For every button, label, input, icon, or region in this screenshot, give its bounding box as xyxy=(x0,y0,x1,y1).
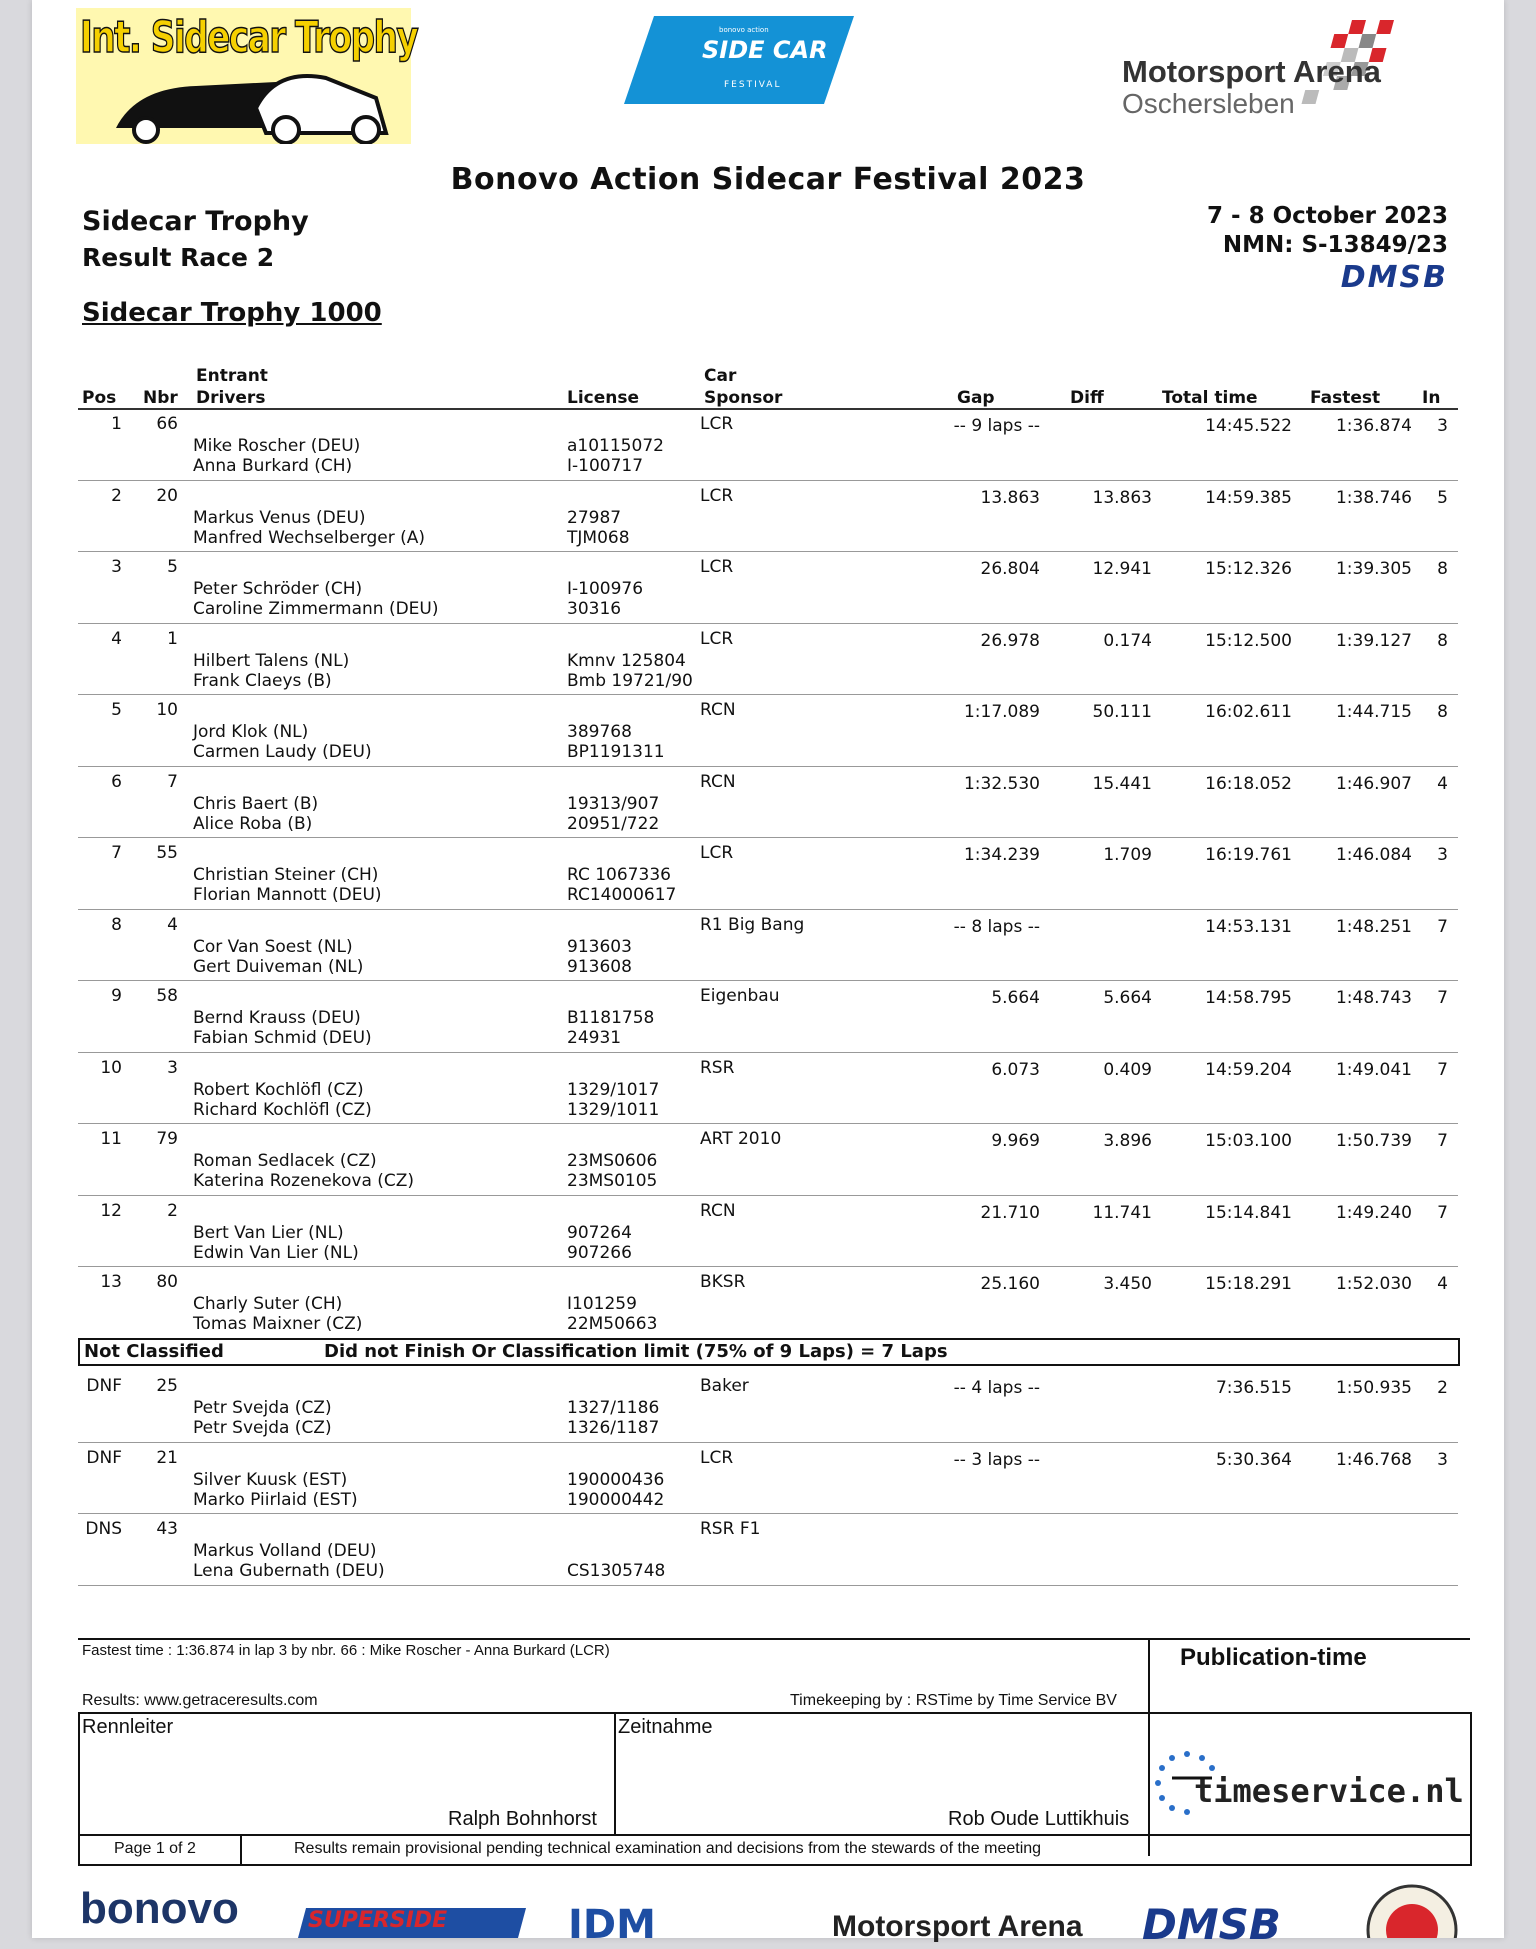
cell-car: LCR xyxy=(700,485,734,506)
cell-in: 7 xyxy=(1437,916,1448,937)
cell-nbr: 66 xyxy=(156,414,178,434)
cell-diff: 13.863 xyxy=(1092,487,1152,508)
cell-l2: CS1305748 xyxy=(567,1561,666,1581)
col-nbr: Nbr xyxy=(143,388,178,408)
row-divider xyxy=(78,837,1458,838)
session-name: Result Race 2 xyxy=(82,243,275,272)
cell-total: 14:53.131 xyxy=(1205,916,1292,937)
cell-fastest: 1:39.305 xyxy=(1335,559,1412,579)
cell-gap: 1:34.239 xyxy=(963,845,1040,865)
cell-fastest: 1:46.907 xyxy=(1335,773,1412,794)
cell-pos: DNF xyxy=(86,1447,122,1468)
cell-l1: 190000436 xyxy=(567,1469,665,1490)
cell-in: 7 xyxy=(1437,988,1448,1008)
row-divider xyxy=(78,551,1458,552)
sponsor-bonovo: bonovo xyxy=(80,1884,239,1933)
sponsor-dmsb: DMSB xyxy=(1142,1900,1281,1949)
cell-nbr: 80 xyxy=(156,1272,178,1292)
cell-l2: 907266 xyxy=(567,1242,632,1263)
cell-nbr: 55 xyxy=(156,843,178,863)
row-divider xyxy=(78,480,1458,481)
cell-fastest: 1:44.715 xyxy=(1335,702,1412,722)
cell-d2: Florian Mannott (DEU) xyxy=(193,885,382,905)
cell-total: 15:12.326 xyxy=(1205,559,1292,579)
cell-car: ART 2010 xyxy=(700,1129,782,1149)
cell-in: 4 xyxy=(1437,1274,1448,1294)
cell-in: 7 xyxy=(1437,1059,1448,1080)
cell-pos: 4 xyxy=(111,628,122,649)
cell-total: 14:59.204 xyxy=(1205,1059,1292,1080)
festival-logo-sub: FESTIVAL xyxy=(724,80,782,90)
cell-l2: 24931 xyxy=(567,1028,622,1048)
cell-pos: 13 xyxy=(100,1272,122,1292)
cell-d1: Bernd Krauss (DEU) xyxy=(193,1008,361,1028)
sponsor-strip xyxy=(72,1880,1472,1949)
series-name: Sidecar Trophy xyxy=(82,206,309,237)
page-number: Page 1 of 2 xyxy=(114,1840,196,1857)
cell-fastest: 1:46.768 xyxy=(1335,1449,1412,1470)
cell-d2: Alice Roba (B) xyxy=(193,813,313,834)
cell-l2: 190000442 xyxy=(567,1489,665,1510)
cell-car: RSR F1 xyxy=(700,1519,761,1539)
cell-d1: Markus Volland (DEU) xyxy=(193,1541,377,1561)
cell-nbr: 10 xyxy=(156,700,178,720)
row-divider xyxy=(78,1052,1458,1053)
cell-diff: 50.111 xyxy=(1092,702,1152,722)
cell-car: LCR xyxy=(700,414,734,434)
row-divider xyxy=(78,1123,1458,1124)
row-divider xyxy=(78,694,1458,695)
col-drivers: Drivers xyxy=(196,388,266,408)
cell-d2: Richard Kochlöfl (CZ) xyxy=(193,1099,372,1120)
cell-nbr: 3 xyxy=(167,1057,178,1078)
col-sponsor: Sponsor xyxy=(704,388,783,408)
cell-l1: RC 1067336 xyxy=(567,865,671,885)
cell-d2: Edwin Van Lier (NL) xyxy=(193,1242,359,1263)
int-sidecar-trophy-logo xyxy=(76,8,418,144)
cell-gap: 1:17.089 xyxy=(963,702,1040,722)
cell-nbr: 58 xyxy=(156,986,178,1006)
cell-l2: 20951/722 xyxy=(567,813,660,834)
logo-text: Int. Sidecar Trophy xyxy=(80,12,418,63)
cell-l2: I-100717 xyxy=(567,456,644,476)
cell-pos: 10 xyxy=(100,1057,122,1078)
cell-gap: 25.160 xyxy=(980,1274,1040,1294)
cell-diff: 1.709 xyxy=(1103,845,1152,865)
cell-l2: 1326/1187 xyxy=(567,1418,660,1438)
row-divider xyxy=(78,980,1458,981)
cell-l2: 1329/1011 xyxy=(567,1099,660,1120)
cell-nbr: 5 xyxy=(167,557,178,577)
event-info xyxy=(1207,202,1448,260)
cell-car: LCR xyxy=(700,628,734,649)
cell-l2: Bmb 19721/90 xyxy=(567,670,693,691)
cell-pos: 12 xyxy=(100,1200,122,1221)
cell-pos: DNF xyxy=(86,1376,122,1396)
cell-l2: BP1191311 xyxy=(567,742,665,762)
cell-in: 3 xyxy=(1437,845,1448,865)
cell-gap: 6.073 xyxy=(991,1059,1040,1080)
cell-d1: Charly Suter (CH) xyxy=(193,1294,343,1314)
cell-nbr: 21 xyxy=(156,1447,178,1468)
cell-gap: -- 9 laps -- xyxy=(953,416,1040,436)
cell-d2: Katerina Rozenekova (CZ) xyxy=(193,1171,415,1191)
cell-fastest: 1:39.127 xyxy=(1335,630,1412,651)
row-divider xyxy=(78,1195,1458,1196)
cell-gap: 26.978 xyxy=(980,630,1040,651)
cell-total: 16:02.611 xyxy=(1205,702,1292,722)
footer-rule xyxy=(78,1638,1470,1640)
cell-gap: 21.710 xyxy=(980,1202,1040,1223)
cell-nbr: 4 xyxy=(167,914,178,935)
sponsor-superside: SUPERSIDE xyxy=(308,1908,448,1933)
cell-d2: Lena Gubernath (DEU) xyxy=(193,1561,385,1581)
col-total: Total time xyxy=(1162,388,1258,408)
cell-gap: -- 8 laps -- xyxy=(953,916,1040,937)
cell-d1: Peter Schröder (CH) xyxy=(193,579,363,599)
col-license: License xyxy=(567,388,640,408)
cell-d1: Cor Van Soest (NL) xyxy=(193,936,353,957)
cell-l1: 913603 xyxy=(567,936,632,957)
cell-fastest: 1:48.743 xyxy=(1335,988,1412,1008)
cell-total: 5:30.364 xyxy=(1215,1449,1292,1470)
cell-d1: Roman Sedlacek (CZ) xyxy=(193,1151,377,1171)
cell-pos: 3 xyxy=(111,557,122,577)
col-diff: Diff xyxy=(1070,388,1104,408)
cell-diff: 5.664 xyxy=(1103,988,1152,1008)
cell-l2: RC14000617 xyxy=(567,885,677,905)
col-in: In xyxy=(1422,388,1441,408)
cell-in: 7 xyxy=(1437,1131,1448,1151)
cell-pos: 9 xyxy=(111,986,122,1006)
rennleiter-label: Rennleiter xyxy=(82,1716,174,1738)
cell-d2: Marko Piirlaid (EST) xyxy=(193,1489,358,1510)
sig-divider-2 xyxy=(1148,1712,1150,1836)
cell-l1: 389768 xyxy=(567,722,632,742)
cell-l2: 23MS0105 xyxy=(567,1171,658,1191)
class-title: Sidecar Trophy 1000 xyxy=(82,298,382,328)
cell-d1: Christian Steiner (CH) xyxy=(193,865,379,885)
row-divider xyxy=(78,1513,1458,1514)
cell-d2: Manfred Wechselberger (A) xyxy=(193,527,426,548)
cell-l2: 30316 xyxy=(567,599,622,619)
cell-in: 4 xyxy=(1437,773,1448,794)
result-sheet xyxy=(32,0,1504,1949)
cell-nbr: 20 xyxy=(156,485,178,506)
nmn-number: NMN: S-13849/23 xyxy=(1222,232,1448,258)
cell-car: RCN xyxy=(700,700,736,720)
cell-pos: 7 xyxy=(111,843,122,863)
cell-d1: Markus Venus (DEU) xyxy=(193,507,366,528)
cell-nbr: 7 xyxy=(167,771,178,792)
cell-l1: 19313/907 xyxy=(567,793,660,814)
arena-logo-sub: Oschersleben xyxy=(1122,88,1295,119)
cell-gap: 9.969 xyxy=(991,1131,1040,1151)
cell-diff: 3.450 xyxy=(1103,1274,1152,1294)
cell-l1: 1327/1186 xyxy=(567,1398,660,1418)
not-classified-label: Not Classified xyxy=(84,1341,224,1362)
cell-car: LCR xyxy=(700,843,734,863)
cell-l1: 27987 xyxy=(567,507,622,528)
cell-d1: Silver Kuusk (EST) xyxy=(193,1469,348,1490)
cell-in: 2 xyxy=(1437,1378,1448,1398)
cell-d2: Carmen Laudy (DEU) xyxy=(193,742,372,762)
zeitnahme-label: Zeitnahme xyxy=(618,1716,713,1738)
cell-l1: 1329/1017 xyxy=(567,1079,660,1100)
cell-gap: 13.863 xyxy=(980,487,1040,508)
header-rule xyxy=(78,408,1458,410)
cell-pos: DNS xyxy=(85,1519,122,1539)
cell-d2: Petr Svejda (CZ) xyxy=(193,1418,332,1438)
cell-fastest: 1:49.240 xyxy=(1335,1202,1412,1223)
cell-in: 7 xyxy=(1437,1202,1448,1223)
cell-in: 8 xyxy=(1437,702,1448,722)
event-title: Bonovo Action Sidecar Festival 2023 xyxy=(450,162,1086,197)
cell-in: 3 xyxy=(1437,416,1448,436)
cell-d1: Hilbert Talens (NL) xyxy=(193,650,350,671)
timeservice-logo: timeservice.nl xyxy=(1194,1772,1464,1810)
arena-logo-main: Motorsport Arena xyxy=(1122,54,1381,89)
cell-diff: 12.941 xyxy=(1092,559,1152,579)
cell-car: Eigenbau xyxy=(700,986,780,1006)
cell-pos: 2 xyxy=(111,485,122,506)
classification-note: Did not Finish Or Classification limit (75% of 9 Laps) = 7 Laps xyxy=(324,1341,948,1362)
row-divider xyxy=(78,909,1458,910)
cell-total: 14:58.795 xyxy=(1205,988,1292,1008)
cell-fastest: 1:50.935 xyxy=(1335,1378,1412,1398)
cell-d1: Jord Klok (NL) xyxy=(193,722,309,742)
cell-gap: 5.664 xyxy=(991,988,1040,1008)
sponsor-idm: IDM xyxy=(568,1902,656,1948)
cell-l2: 913608 xyxy=(567,956,632,977)
cell-l1: B1181758 xyxy=(567,1008,655,1028)
cell-d1: Chris Baert (B) xyxy=(193,793,319,814)
row-divider xyxy=(78,766,1458,767)
festival-logo-small: bonovo action xyxy=(719,26,769,34)
provisional-note: Results remain provisional pending technical examination and decisions from the stewards of the meeting xyxy=(294,1840,1042,1857)
cell-pos: 5 xyxy=(111,700,122,720)
cell-total: 14:59.385 xyxy=(1205,487,1292,508)
cell-in: 5 xyxy=(1437,487,1448,508)
cell-pos: 11 xyxy=(100,1129,122,1149)
cell-total: 14:45.522 xyxy=(1205,416,1292,436)
col-gap: Gap xyxy=(957,388,995,408)
cell-gap: -- 3 laps -- xyxy=(953,1449,1040,1470)
cell-nbr: 1 xyxy=(167,628,178,649)
cell-d1: Mike Roscher (DEU) xyxy=(193,436,361,456)
cell-d1: Robert Kochlöfl (CZ) xyxy=(193,1079,364,1100)
cell-d1: Petr Svejda (CZ) xyxy=(193,1398,332,1418)
row-divider xyxy=(78,623,1458,624)
cell-car: Baker xyxy=(700,1376,749,1396)
cell-nbr: 25 xyxy=(156,1376,178,1396)
cell-l1: 907264 xyxy=(567,1222,632,1243)
cell-total: 7:36.515 xyxy=(1215,1378,1292,1398)
cell-total: 15:14.841 xyxy=(1205,1202,1292,1223)
row-divider xyxy=(78,1442,1458,1443)
cell-pos: 1 xyxy=(111,414,122,434)
cell-in: 8 xyxy=(1437,630,1448,651)
cell-fastest: 1:50.739 xyxy=(1335,1131,1412,1151)
cell-diff: 0.409 xyxy=(1103,1059,1152,1080)
publication-time-label: Publication-time xyxy=(1180,1644,1367,1671)
cell-total: 15:18.291 xyxy=(1205,1274,1292,1294)
cell-gap: 1:32.530 xyxy=(963,773,1040,794)
not-classified-banner xyxy=(78,1338,1460,1366)
sig-divider-1 xyxy=(614,1712,616,1836)
cell-car: RCN xyxy=(700,771,736,792)
dmsb-logo: DMSB xyxy=(1340,260,1448,295)
cell-total: 16:18.052 xyxy=(1205,773,1292,794)
cell-diff: 15.441 xyxy=(1092,773,1152,794)
row-divider xyxy=(78,1585,1458,1586)
results-url: Results: www.getraceresults.com xyxy=(82,1692,318,1709)
cell-fastest: 1:36.874 xyxy=(1335,416,1412,436)
cell-car: LCR xyxy=(700,557,734,577)
cell-l1: Kmnv 125804 xyxy=(567,650,686,671)
cell-d2: Frank Claeys (B) xyxy=(193,670,332,691)
cell-car: BKSR xyxy=(700,1272,746,1292)
cell-in: 8 xyxy=(1437,559,1448,579)
fastest-time-note: Fastest time : 1:36.874 in lap 3 by nbr. 66 : Mike Roscher - Anna Burkard (LCR) xyxy=(82,1642,610,1659)
col-car: Car xyxy=(704,366,737,386)
page-info-divider xyxy=(240,1834,242,1866)
col-entrant: Entrant xyxy=(196,366,268,386)
cell-car: LCR xyxy=(700,1447,734,1468)
cell-nbr: 79 xyxy=(156,1129,178,1149)
cell-d2: Tomas Maixner (CZ) xyxy=(193,1314,363,1334)
sidecar-festival-logo xyxy=(624,16,854,104)
cell-fastest: 1:49.041 xyxy=(1335,1059,1412,1080)
cell-total: 15:12.500 xyxy=(1205,630,1292,651)
sidecar-drawing-icon xyxy=(76,8,411,144)
cell-d2: Anna Burkard (CH) xyxy=(193,456,353,476)
cell-in: 3 xyxy=(1437,1449,1448,1470)
cell-l1: 23MS0606 xyxy=(567,1151,658,1171)
rennleiter-name: Ralph Bohnhorst xyxy=(448,1808,597,1830)
cell-pos: 6 xyxy=(111,771,122,792)
cell-d1: Bert Van Lier (NL) xyxy=(193,1222,344,1243)
motorsport-arena-logo xyxy=(1122,20,1442,120)
cell-d2: Gert Duiveman (NL) xyxy=(193,956,364,977)
zeitnahme-name: Rob Oude Luttikhuis xyxy=(948,1808,1130,1830)
cell-gap: -- 4 laps -- xyxy=(953,1378,1040,1398)
col-fastest: Fastest xyxy=(1310,388,1381,408)
cell-l1: I101259 xyxy=(567,1294,637,1314)
cell-total: 16:19.761 xyxy=(1205,845,1292,865)
cell-fastest: 1:48.251 xyxy=(1335,916,1412,937)
sponsor-motorsport-arena: Motorsport Arena xyxy=(832,1910,1083,1943)
cell-pos: 8 xyxy=(111,914,122,935)
cell-car: R1 Big Bang xyxy=(700,914,805,935)
cell-diff: 0.174 xyxy=(1103,630,1152,651)
cell-gap: 26.804 xyxy=(980,559,1040,579)
cell-nbr: 2 xyxy=(167,1200,178,1221)
timekeeping-note: Timekeeping by : RSTime by Time Service BV xyxy=(790,1692,1117,1709)
cell-diff: 11.741 xyxy=(1092,1202,1152,1223)
cell-fastest: 1:38.746 xyxy=(1335,487,1412,508)
event-dates: 7 - 8 October 2023 xyxy=(1207,203,1448,229)
row-divider xyxy=(78,1266,1458,1267)
cell-l1: I-100976 xyxy=(567,579,644,599)
cell-fastest: 1:52.030 xyxy=(1335,1274,1412,1294)
col-pos: Pos xyxy=(82,388,117,408)
cell-l2: TJM068 xyxy=(567,527,630,548)
cell-d2: Fabian Schmid (DEU) xyxy=(193,1028,372,1048)
cell-d2: Caroline Zimmermann (DEU) xyxy=(193,599,439,619)
cell-nbr: 43 xyxy=(156,1519,178,1539)
cell-fastest: 1:46.084 xyxy=(1335,845,1412,865)
cell-l2: 22M50663 xyxy=(567,1314,658,1334)
cell-car: RCN xyxy=(700,1200,736,1221)
braunschweig-seal-icon xyxy=(1362,1880,1462,1938)
cell-car: RSR xyxy=(700,1057,735,1078)
festival-logo-main: SIDE CAR xyxy=(702,36,828,64)
cell-l1: a10115072 xyxy=(567,436,664,456)
cell-diff: 3.896 xyxy=(1103,1131,1152,1151)
cell-total: 15:03.100 xyxy=(1205,1131,1292,1151)
